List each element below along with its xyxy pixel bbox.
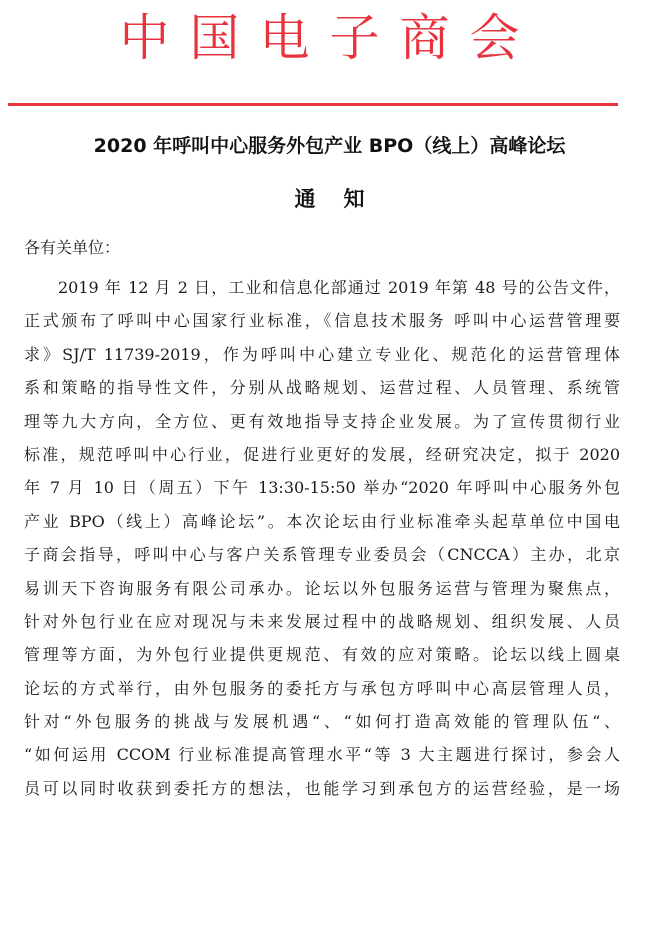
body-line: 子商会指导，呼叫中心与客户关系管理专业委员会（CNCCA）主办，北京 <box>24 545 620 565</box>
body-line: 产业 BPO（线上）高峰论坛”。本次论坛由行业标准牵头起草单位中国电 <box>24 511 620 531</box>
document-subtitle: 通知 <box>294 187 393 211</box>
body-line: 正式颁布了呼叫中心国家行业标准，《信息技术服务 呼叫中心运营管理要 <box>24 311 620 331</box>
body-line: 标准，规范呼叫中心行业，促进行业更好的发展，经研究决定，拟于 2020 <box>24 444 620 464</box>
body-paragraph <box>24 271 620 805</box>
body-line: 员可以同时收获到委托方的想法，也能学习到承包方的运营经验，是一场 <box>24 778 620 798</box>
body-line: 系和策略的指导性文件，分别从战略规划、运营过程、人员管理、系统管 <box>24 378 620 398</box>
body-line: 论坛的方式举行，由外包服务的委托方与承包方呼叫中心高层管理人员， <box>24 678 620 698</box>
body-line: 管理等方面，为外包行业提供更规范、有效的应对策略。论坛以线上圆桌 <box>24 645 620 665</box>
body-line: 理等九大方向，全方位、更有效地指导支持企业发展。为了宣传贯彻行业 <box>24 411 620 431</box>
body-line: 求》SJ/T 11739-2019，作为呼叫中心建立专业化、规范化的运营管理体 <box>24 344 620 364</box>
body-line: 易训天下咨询服务有限公司承办。论坛以外包服务运营与管理为聚焦点， <box>24 578 620 598</box>
body-line: 针对外包行业在应对现况与未来发展过程中的战略规划、组织发展、人员 <box>24 611 620 631</box>
body-line: 针对“外包服务的挑战与发展机遇“、“如何打造高效能的管理队伍“、 <box>24 712 620 732</box>
salutation: 各有关单位： <box>24 238 121 257</box>
body-line: 年 7 月 10 日（周五）下午 13:30-15:50 举办“2020 年呼叫中心服务外包 <box>24 478 620 498</box>
body-line: “如何运用 CCOM 行业标准提高管理水平“等 3 大主题进行探讨，参会人 <box>24 745 620 765</box>
body-line: 2019 年 12 月 2 日，工业和信息化部通过 2019 年第 48 号的公告文件， <box>58 278 620 297</box>
letterhead-org-name: 中国电子商会 <box>119 9 540 67</box>
document-title: 2020 年呼叫中心服务外包产业 BPO（线上）高峰论坛 <box>93 135 566 157</box>
letterhead-divider <box>8 103 618 106</box>
